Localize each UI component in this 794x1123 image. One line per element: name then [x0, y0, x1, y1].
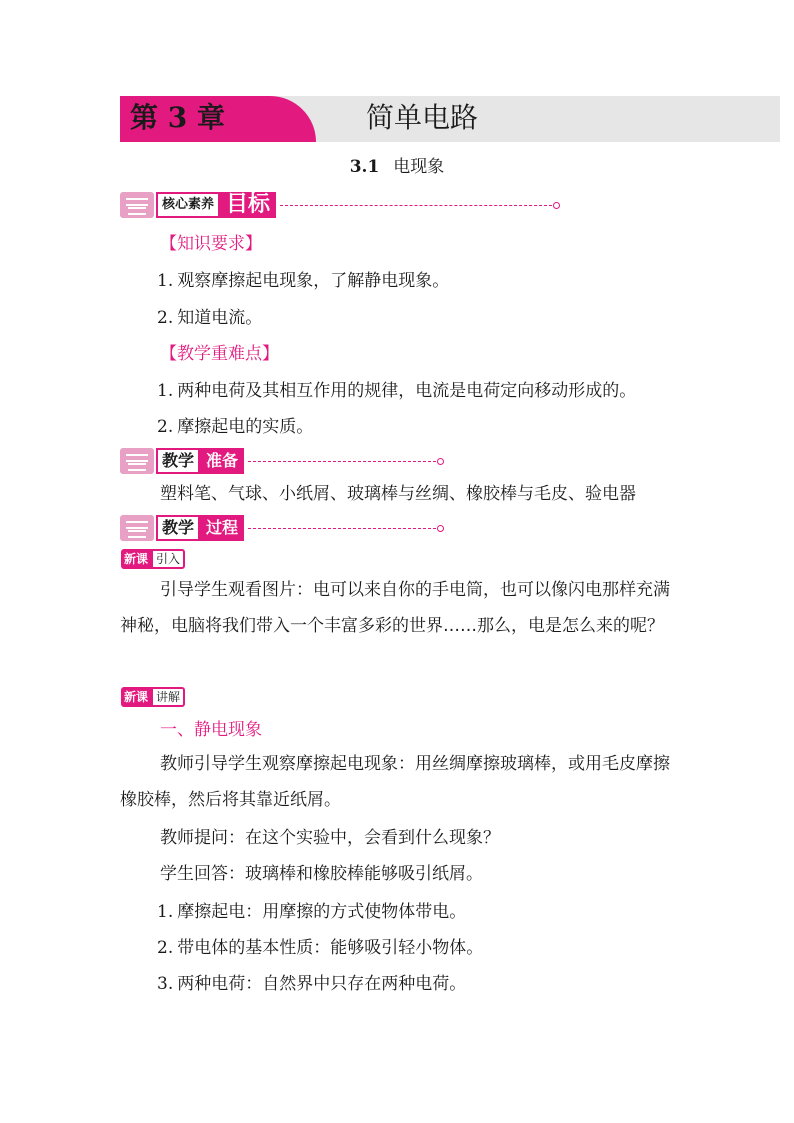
dashed-rule: [248, 528, 436, 529]
section-name: 电现象: [393, 157, 445, 177]
intro-badge: 新课 引入: [121, 549, 185, 569]
part1-paragraph: 教师引导学生观察摩擦起电现象：用丝绸摩擦玻璃棒，或用毛皮摩擦橡胶棒，然后将其靠近纸屑。: [120, 754, 670, 810]
teacher-question: 教师提问：在这个实验中，会看到什么现象？: [160, 828, 500, 848]
prep-tag-prepare: 准备: [200, 448, 244, 474]
prep-tag-teaching: 教学: [156, 448, 200, 474]
section-number: 3.1: [349, 157, 380, 177]
rule-end-dot: [437, 458, 444, 465]
part1-heading: 一、静电现象: [160, 720, 262, 740]
process-tag-process: 过程: [200, 515, 244, 541]
rule-end-dot: [553, 202, 560, 209]
knowledge-item-1: 1. 观察摩擦起电现象，了解静电现象。: [157, 271, 450, 291]
point-item-3: 3. 两种电荷：自然界中只存在两种电荷。: [157, 974, 467, 994]
knowledge-heading: 【知识要求】: [160, 234, 262, 254]
goals-tag-target: 目标: [220, 192, 276, 218]
prep-materials: 塑料笔、气球、小纸屑、玻璃棒与丝绸、橡胶棒与毛皮、验电器: [160, 484, 636, 504]
key-item-2: 2. 摩擦起电的实质。: [157, 417, 314, 437]
book-stack-icon: [120, 192, 154, 218]
process-header: [120, 513, 444, 543]
dashed-rule: [280, 205, 552, 206]
section-title: [0, 156, 794, 178]
goals-tag-core: 核心素养: [156, 192, 220, 218]
key-points-heading: 【教学重难点】: [160, 344, 279, 364]
prep-header: [120, 446, 444, 476]
book-stack-icon: [120, 515, 154, 541]
key-item-1: 1. 两种电荷及其相互作用的规律，电流是电荷定向移动形成的。: [157, 381, 637, 401]
rule-end-dot: [437, 525, 444, 532]
point-item-1: 1. 摩擦起电：用摩擦的方式使物体带电。: [157, 902, 467, 922]
intro-paragraph: 引导学生观看图片：电可以来自你的手电筒，也可以像闪电那样充满神秘，电脑将我们带入一个丰富多彩的世界……那么，电是怎么来的呢？: [120, 580, 670, 636]
student-answer: 学生回答：玻璃棒和橡胶棒能够吸引纸屑。: [160, 864, 483, 884]
knowledge-item-2: 2. 知道电流。: [157, 308, 263, 328]
chapter-label: 第 3 章: [130, 101, 225, 134]
book-stack-icon: [120, 448, 154, 474]
lecture-badge: 新课 讲解: [121, 687, 185, 707]
dashed-rule: [248, 461, 436, 462]
process-tag-teaching: 教学: [156, 515, 200, 541]
chapter-title: 简单电路: [366, 101, 479, 134]
goals-header: [120, 190, 560, 220]
point-item-2: 2. 带电体的基本性质：能够吸引轻小物体。: [157, 938, 484, 958]
